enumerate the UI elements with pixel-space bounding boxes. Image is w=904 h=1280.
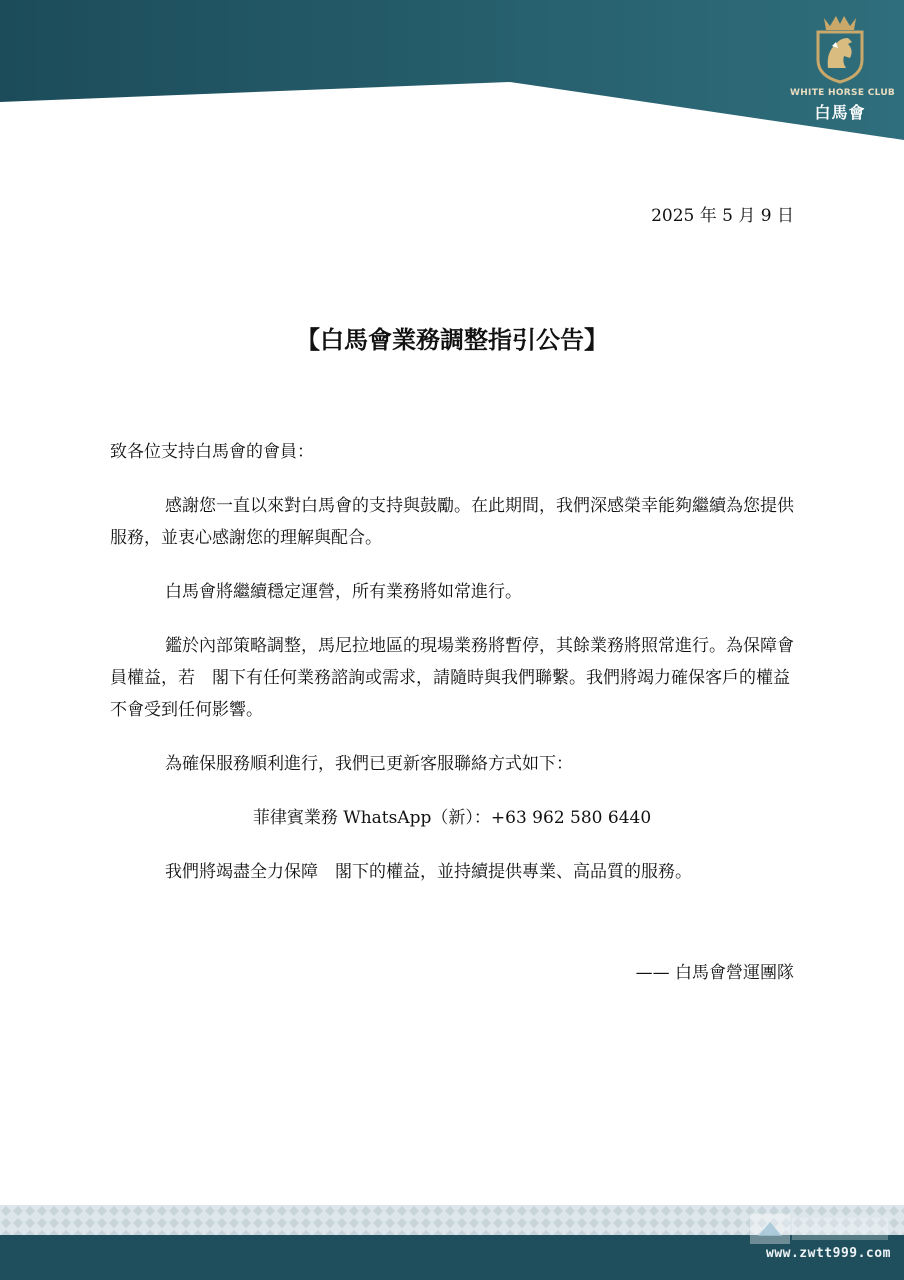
horse-crest-icon <box>810 12 870 84</box>
salutation: 致各位支持白馬會的會員： <box>110 442 314 462</box>
brand-name-zh: 白馬會 <box>814 103 866 122</box>
paragraph-1: 感謝您一直以來對白馬會的支持與鼓勵。在此期間，我們深感榮幸能夠繼續為您提供服務，並衷心感謝您的理解與配合。 <box>110 496 794 548</box>
watermark-url: www.zwtt999.com <box>766 1246 891 1261</box>
document-title: 【白馬會業務調整指引公告】 <box>296 326 608 354</box>
paragraph-3: 鑑於內部策略調整，馬尼拉地區的現場業務將暫停，其餘業務將照常進行。為保障會員權益，若 閣下有任何業務諮詢或需求，請隨時與我們聯繫。我們將竭力確保客戶的權益不會受到任何影響。 <box>110 636 794 720</box>
contact-whatsapp: 菲律賓業務 WhatsApp（新）：+63 962 580 6440 <box>252 808 652 828</box>
site-watermark <box>748 1208 898 1268</box>
signature: —— 白馬會營運團隊 <box>635 963 794 983</box>
brand-name-en: WHITE HORSE CLUB <box>790 88 896 98</box>
paragraph-2: 白馬會將繼續穩定運營，所有業務將如常進行。 <box>165 582 522 602</box>
brand-logo <box>790 12 896 122</box>
house-watermark-icon <box>748 1208 898 1248</box>
closing-paragraph: 我們將竭盡全力保障 閣下的權益，並持續提供專業、高品質的服務。 <box>165 862 692 882</box>
header-band <box>0 0 904 150</box>
document-date: 2025 年 5 月 9 日 <box>651 206 794 226</box>
document-body <box>110 436 794 910</box>
paragraph-4: 為確保服務順利進行，我們已更新客服聯絡方式如下： <box>165 754 573 774</box>
